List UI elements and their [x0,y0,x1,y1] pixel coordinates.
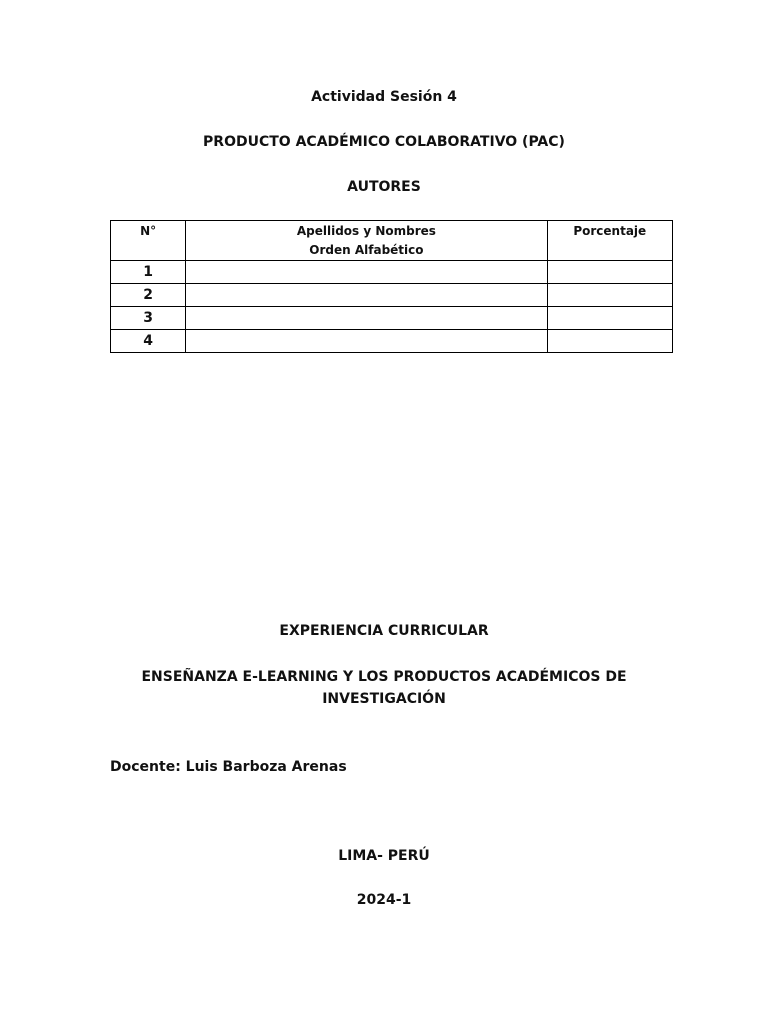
curricular-experience-label: EXPERIENCIA CURRICULAR [279,623,489,639]
course-name-line2: INVESTIGACIÓN [322,691,446,707]
author-percentage-cell[interactable] [547,261,672,284]
teacher-name: Docente: Luis Barboza Arenas [110,759,347,775]
author-number-cell: 4 [111,330,186,353]
table-row [111,307,673,330]
author-name-cell[interactable] [186,284,547,307]
author-name-cell[interactable] [186,261,547,284]
author-number-cell: 2 [111,284,186,307]
authors-table [110,220,673,353]
table-header-row [111,221,673,261]
product-title: PRODUCTO ACADÉMICO COLABORATIVO (PAC) [203,134,565,150]
table-row [111,261,673,284]
column-header-number-label: N° [140,224,157,238]
author-percentage-cell[interactable] [547,330,672,353]
column-header-number [111,221,186,261]
year-label: 2024-1 [356,892,412,908]
column-header-names-line1: Apellidos y Nombres [296,224,436,238]
column-header-percentage [547,221,672,261]
city-label: LIMA- PERÚ [338,848,430,864]
course-name-line1: ENSEÑANZA E-LEARNING Y LOS PRODUCTOS ACADÉMICOS DE [141,669,627,685]
table-row [111,330,673,353]
column-header-names [186,221,547,261]
authors-heading: AUTORES [347,179,421,195]
table-row [111,284,673,307]
author-number-cell: 1 [111,261,186,284]
column-header-names-line2: Orden Alfabético [309,243,424,257]
author-number-cell: 3 [111,307,186,330]
author-name-cell[interactable] [186,330,547,353]
author-percentage-cell[interactable] [547,307,672,330]
column-header-percentage-label: Porcentaje [573,224,647,238]
author-percentage-cell[interactable] [547,284,672,307]
activity-title: Actividad Sesión 4 [311,89,457,105]
author-name-cell[interactable] [186,307,547,330]
